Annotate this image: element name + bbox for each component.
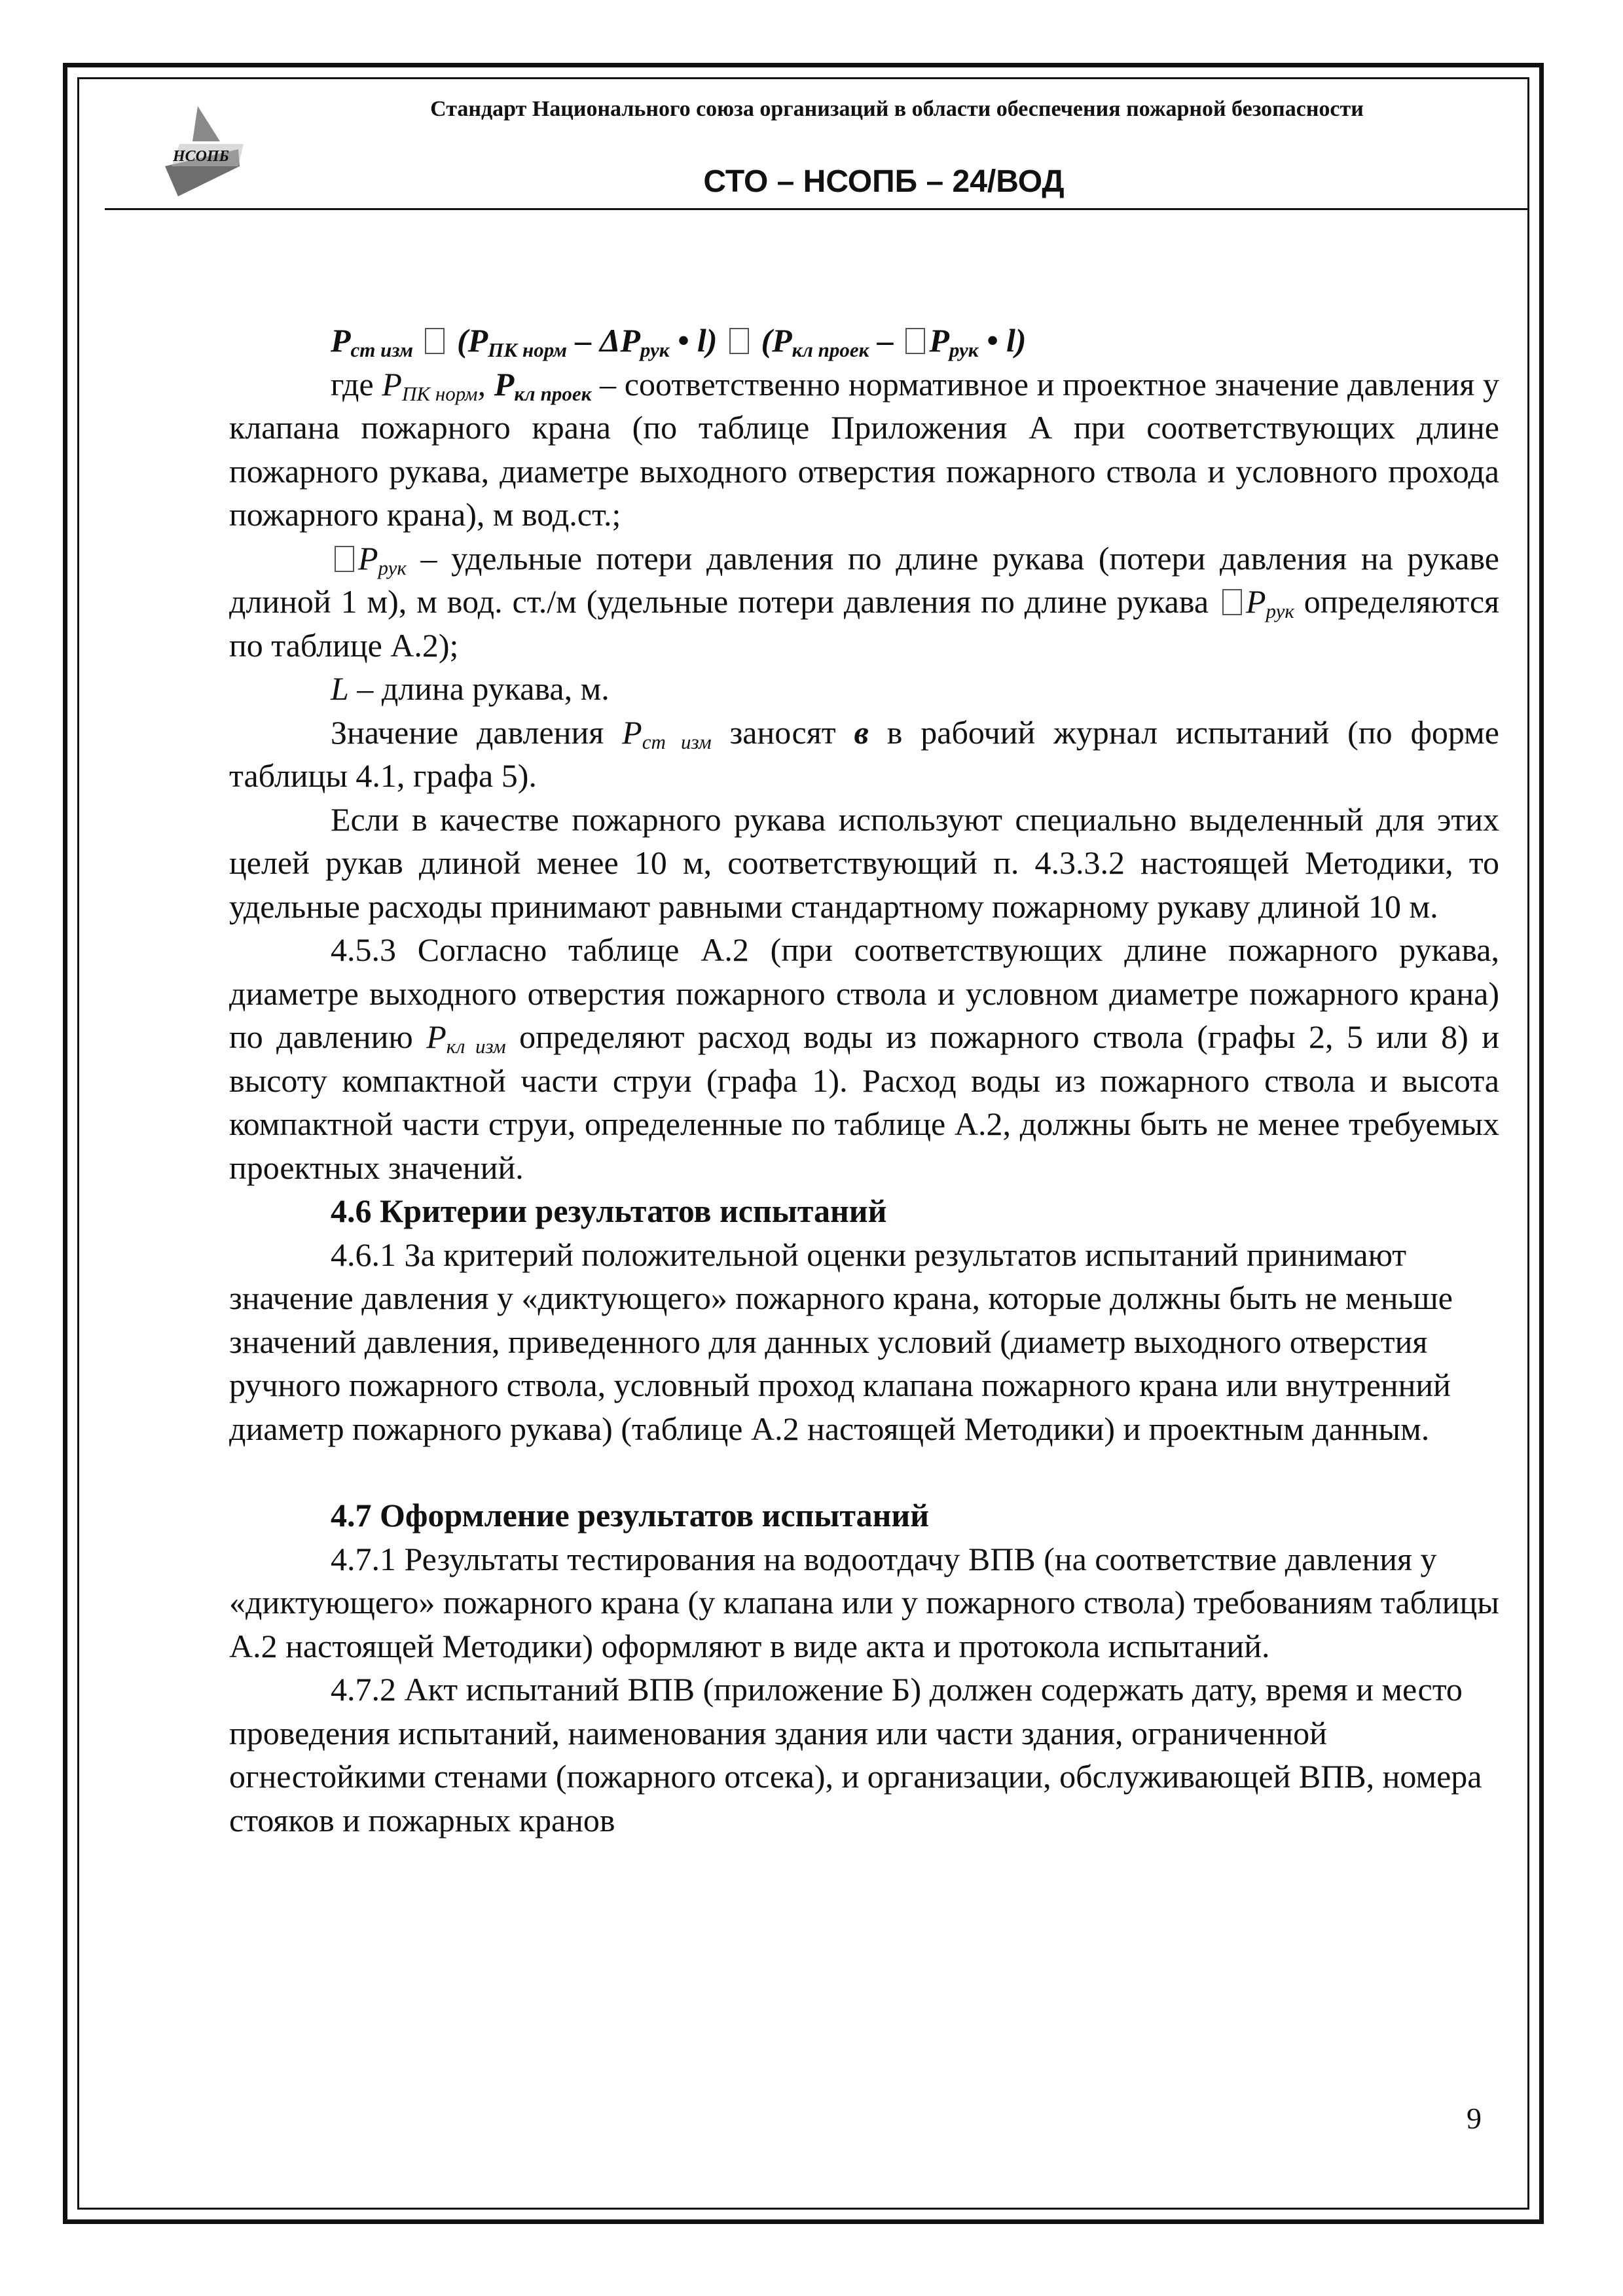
section-4-6-1: 4.6.1 За критерий положительной оценки результатов испытаний принимают значение давления у «диктующего» пожарного крана, которые должны быть не меньше значений давления, приведенного для данных условий (диаметр выходного отверстия ручного пожарного ствола, условный проход клапана пожарного крана или внутренний диаметр пожарного рукава) (таблице А.2 настоящей Методики) и проектным данным. xyxy=(229,1236,1453,1447)
where-definitions: где $P_{ПК норм}$, $P_{кл проек}$ – соответственно нормативное и проектное значение давления у клапана пожарного крана (по таблице Приложения А при соответствующих длине пожарного рукава, диаметре выходного отверстия пожарного ствола и условного прохода пожарного крана), м вод.ст.; xyxy=(229,365,1500,533)
nsopb-logo xyxy=(160,103,251,202)
logo-text: НСОПБ xyxy=(173,148,229,165)
page-number: 9 xyxy=(1467,2102,1482,2135)
heading-4-7: 4.7 Оформление результатов испытаний xyxy=(331,1497,930,1534)
missing-glyph-icon xyxy=(335,546,354,572)
section-4-7-2: 4.7.2 Акт испытаний ВПВ (приложение Б) должен содержать дату, время и место проведения испытаний, наименования здания или части здания, ограниченной огнестойкими стенами (пожарного отсека), и организации, обслуживающей ВПВ, номера стояков и пожарных кранов xyxy=(229,1671,1482,1839)
section-4-7-1: 4.7.1 Результаты тестирования на водоотдачу ВПВ (на соответствие давления у «диктующего» пожарного крана (у клапана или у пожарного ствола) требованиям таблицы А.2 настоящей Методики) оформляют в виде акта и протокола испытаний. xyxy=(229,1540,1499,1664)
length-definition: L – длина рукава, м. xyxy=(331,670,610,707)
missing-glyph-icon xyxy=(729,328,749,354)
document-code: СТО – НСОПБ – 24/ВОД xyxy=(703,164,1065,199)
hose-paragraph: Если в качестве пожарного рукава используют специально выделенный для этих целей рукав длиной менее 10 м, соответствующий п. 4.3.3.2 настоящей Методики, то удельные расходы принимают равными стандартному пожарному рукаву длиной 10 м. xyxy=(229,800,1499,925)
section-4-5-3: 4.5.3 Согласно таблице А.2 (при соответствующих длине пожарного рукава, диаметре выходного отверстия пожарного ствола и условном диаметре пожарного крана) по давлению $P_{кл изм}$ определяют расход воды из пожарного ствола (графы 2, 5 или 8) и высоту компактной части струи (графа 1). Расход воды из пожарного ствола и высота компактной части струи, определенные по таблице А.2, должны быть не менее требуемых проектных значений. xyxy=(229,931,1500,1186)
specific-loss-definition: $P_{рук}$ – удельные потери давления по длине рукава (потери давления на рукаве длиной 1 м), м вод. ст./м (удельные потери давления по длине рукава $P_{рук}$ определяются по таблице А.2); xyxy=(229,539,1500,664)
missing-glyph-icon xyxy=(905,328,925,354)
header-rule xyxy=(105,208,1529,210)
heading-4-6: 4.6 Критерии результатов испытаний xyxy=(331,1193,887,1229)
spacer xyxy=(229,1450,1499,1494)
page-body xyxy=(229,319,1499,1842)
missing-glyph-icon xyxy=(425,328,445,354)
record-paragraph: Значение давления $P_{ст изм}$ заносят в в рабочий журнал испытаний (по форме таблицы 4.1, графа 5). xyxy=(229,713,1499,794)
standard-title: Стандарт Национального союза организаций в области обеспечения пожарной безопасности xyxy=(430,97,1364,121)
missing-glyph-icon xyxy=(1222,589,1242,615)
pressure-formula: $P_{ст изм}$ ($P_{ПК норм} - \Delta P_{рук}$ • l) ($P_{кл проек} - P_{рук}$ • l) xyxy=(331,322,1027,361)
